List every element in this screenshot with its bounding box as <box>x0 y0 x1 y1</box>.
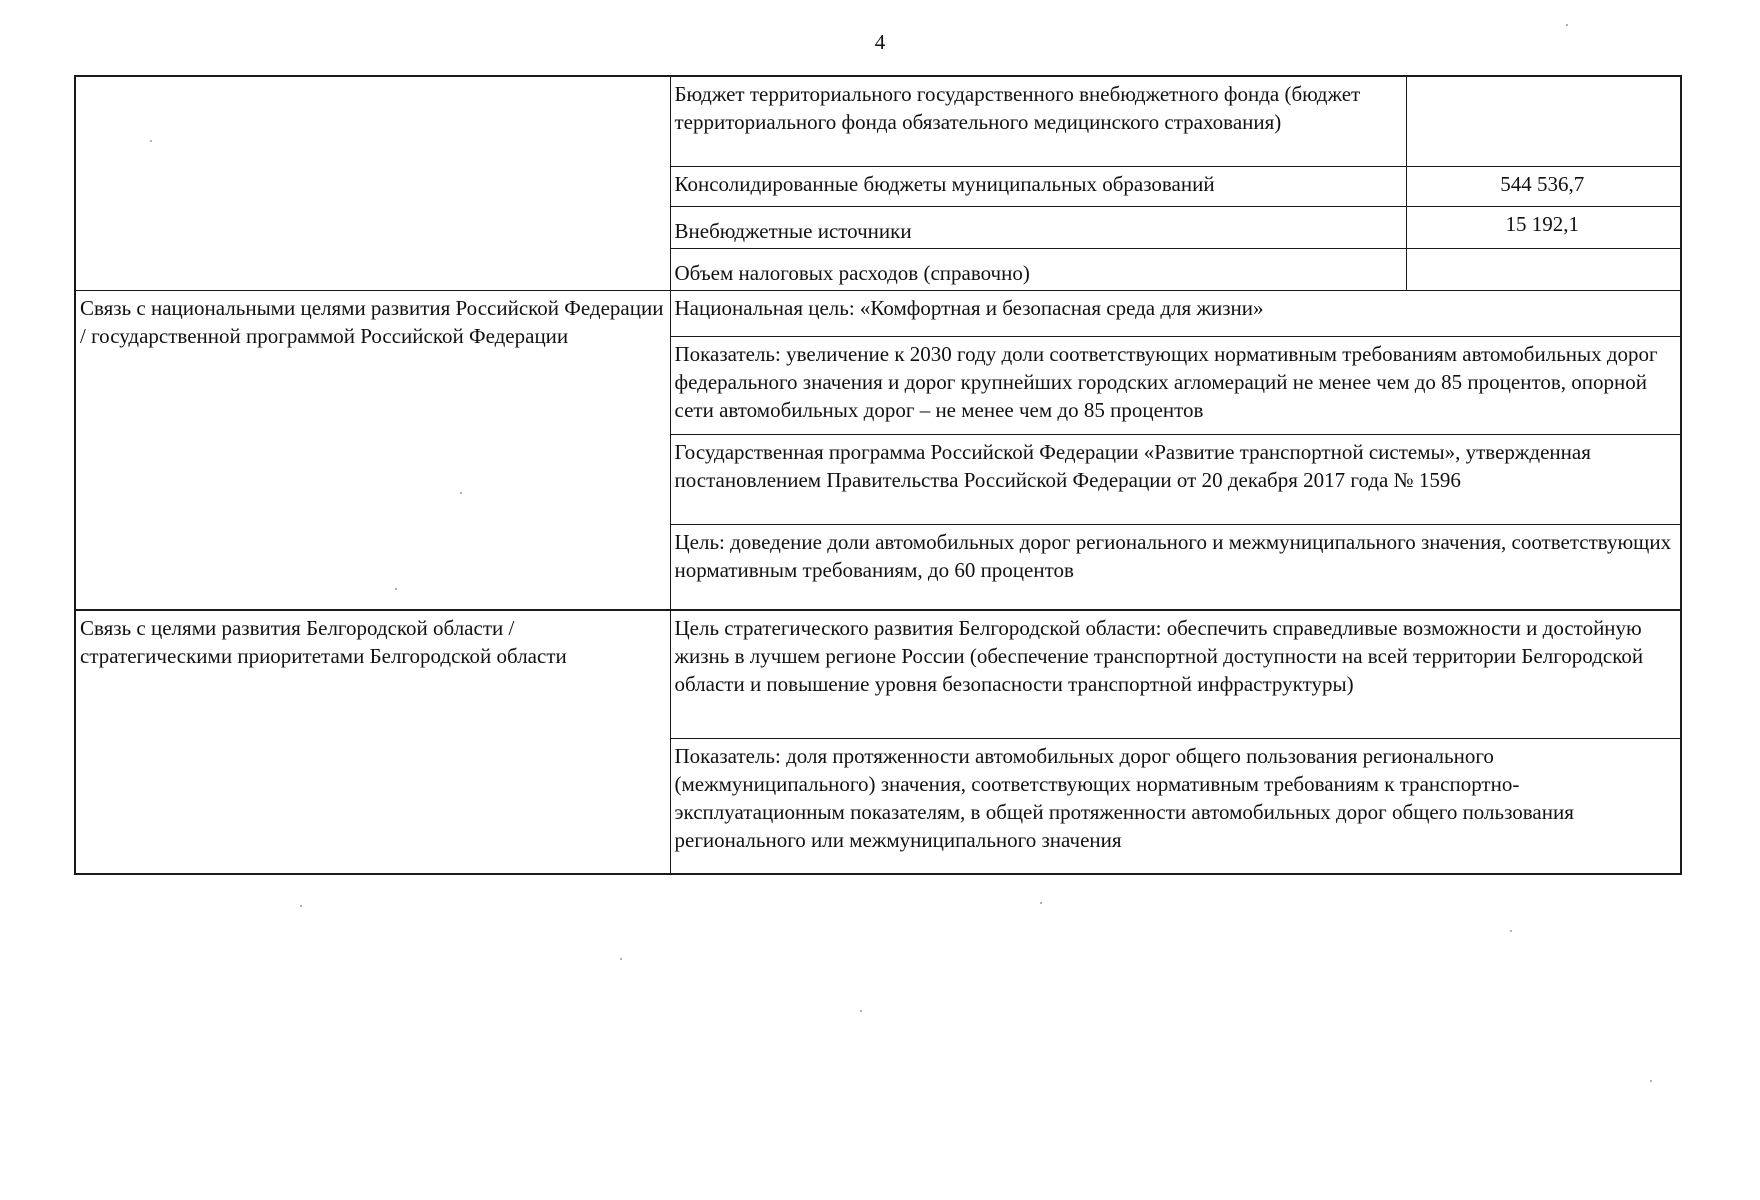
national-program-goal-text: Цель: доведение доли автомобильных дорог регионального и межмуниципального значения, соответствующих нормативным требованиям, до 60 процентов <box>670 524 1681 610</box>
table-row <box>75 290 1681 336</box>
funding-label: Консолидированные бюджеты муниципальных образований <box>670 166 1406 206</box>
funding-value: 15 192,1 <box>1406 206 1681 248</box>
passport-table <box>74 75 1682 611</box>
funding-value <box>1406 248 1681 290</box>
national-goals-label: Связь с национальными целями развития Российской Федерации / государственной программой Российской Федерации <box>75 290 670 610</box>
funding-value: 544 536,7 <box>1406 166 1681 206</box>
regional-table <box>74 609 1682 875</box>
page-number: 4 <box>874 30 886 54</box>
funding-value <box>1406 76 1681 166</box>
regional-indicator-text: Показатель: доля протяженности автомобильных дорог общего пользования регионального (межмуниципального) значения, соответствующих нормативным требованиям к транспортно-эксплуатационным показателям, в общей протяженности автомобильных дорог общего пользования регионального или межмуниципального значения <box>670 738 1681 874</box>
table-row <box>75 610 1681 738</box>
funding-label: Бюджет территориального государственного внебюджетного фонда (бюджет территориального фонда обязательного медицинского страхования) <box>670 76 1406 166</box>
table-row <box>75 76 1681 166</box>
state-program-text: Государственная программа Российской Федерации «Развитие транспортной системы», утвержденная постановлением Правительства Российской Федерации от 20 декабря 2017 года № 1596 <box>670 434 1681 524</box>
funding-label: Внебюджетные источники <box>670 206 1406 248</box>
national-indicator-text: Показатель: увеличение к 2030 году доли соответствующих нормативным требованиям автомобильных дорог федерального значения и дорог крупнейших городских агломераций не менее чем до 85 процентов, опорной сети автомобильных дорог – не менее чем до 85 процентов <box>670 336 1681 434</box>
regional-strategic-goal-text: Цель стратегического развития Белгородской области: обеспечить справедливые возможности и достойную жизнь в лучшем регионе России (обеспечение транспортной доступности на всей территории Белгородской области и повышение уровня безопасности транспортной инфраструктуры) <box>670 610 1681 738</box>
regional-goals-label: Связь с целями развития Белгородской области / стратегическими приоритетами Белгородской области <box>75 610 670 874</box>
funding-label: Объем налоговых расходов (справочно) <box>670 248 1406 290</box>
empty-label-cell <box>75 76 670 290</box>
national-goal-text: Национальная цель: «Комфортная и безопасная среда для жизни» <box>670 290 1681 336</box>
